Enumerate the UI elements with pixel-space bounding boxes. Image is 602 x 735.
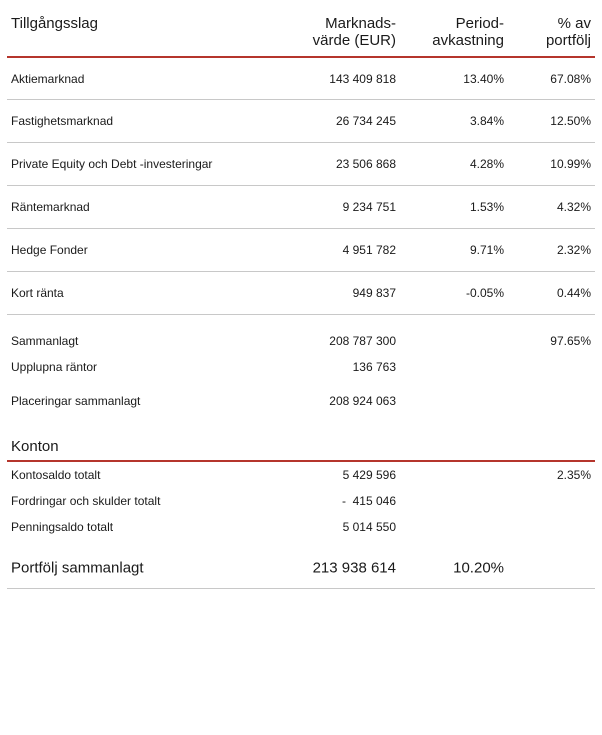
row-portfolio-share: 2.32% xyxy=(556,243,591,257)
row-market-value: 9 234 751 xyxy=(342,200,396,214)
table-row xyxy=(7,143,595,186)
table-row xyxy=(7,186,595,229)
account-row xyxy=(7,488,595,514)
row-label: Aktiemarknad xyxy=(11,71,85,86)
accounts-section-header xyxy=(7,432,595,462)
row-label: Kort ränta xyxy=(11,286,64,300)
row-period-return: 4.28% xyxy=(469,157,504,171)
portfolio-total-label: Portfölj sammanlagt xyxy=(11,559,144,577)
table-row xyxy=(7,272,595,315)
summary-total-share: 97.65% xyxy=(550,333,591,348)
row-label: Räntemarknad xyxy=(11,200,90,214)
row-label: Fastighetsmarknad xyxy=(11,114,114,128)
row-label: Hedge Fonder xyxy=(11,243,88,257)
row-period-return: 1.53% xyxy=(469,200,504,214)
placements-total-label: Placeringar sammanlagt xyxy=(11,394,141,408)
account-row xyxy=(7,514,595,540)
header-portfolio-share xyxy=(546,15,591,49)
account-label: Penningsaldo totalt xyxy=(11,520,114,534)
accrued-interest-label: Upplupna räntor xyxy=(11,360,98,374)
accrued-interest-row xyxy=(7,354,595,380)
row-market-value: 26 734 245 xyxy=(335,114,396,128)
row-period-return: 13.40% xyxy=(463,71,504,86)
portfolio-total-return: 10.20% xyxy=(453,559,504,577)
row-portfolio-share: 67.08% xyxy=(550,71,591,86)
header-market-value-line2: värde (EUR) xyxy=(312,32,396,49)
row-period-return: 9.71% xyxy=(469,243,504,257)
account-value: 5 014 550 xyxy=(342,520,396,534)
header-asset-class: Tillgångsslag xyxy=(11,15,98,32)
row-period-return: -0.05% xyxy=(465,286,504,300)
header-return-line2: avkastning xyxy=(432,32,504,49)
summary-total-row xyxy=(7,327,595,354)
account-row xyxy=(7,462,595,488)
table-row xyxy=(7,100,595,143)
row-market-value: 23 506 868 xyxy=(335,157,396,171)
row-market-value: 4 951 782 xyxy=(342,243,396,257)
account-value: 5 429 596 xyxy=(342,468,396,482)
placements-total-row xyxy=(7,388,595,414)
table-row xyxy=(7,229,595,272)
account-label: Fordringar och skulder totalt xyxy=(11,494,161,508)
portfolio-total-row xyxy=(7,548,595,589)
row-portfolio-share: 4.32% xyxy=(556,200,591,214)
account-share: 2.35% xyxy=(556,468,591,482)
row-label: Private Equity och Debt -investeringar xyxy=(11,157,213,171)
header-share-line1: % av xyxy=(557,15,591,32)
account-value: - 415 046 xyxy=(341,494,396,508)
summary-total-value: 208 787 300 xyxy=(329,333,396,348)
header-share-line2: portfölj xyxy=(545,32,591,49)
row-market-value: 143 409 818 xyxy=(329,71,396,86)
row-portfolio-share: 0.44% xyxy=(556,286,591,300)
row-period-return: 3.84% xyxy=(469,114,504,128)
placements-total-value: 208 924 063 xyxy=(329,394,396,408)
row-market-value: 949 837 xyxy=(352,286,396,300)
portfolio-table xyxy=(7,0,595,589)
header-return-line1: Period- xyxy=(455,15,504,32)
summary-total-label: Sammanlagt xyxy=(11,333,79,348)
portfolio-total-value: 213 938 614 xyxy=(312,559,396,577)
table-header xyxy=(7,0,595,58)
header-market-value-line1: Marknads- xyxy=(325,15,396,32)
row-portfolio-share: 10.99% xyxy=(550,157,591,171)
header-period-return xyxy=(432,15,504,49)
accounts-section-title: Konton xyxy=(11,438,59,455)
header-market-value xyxy=(313,15,396,49)
row-portfolio-share: 12.50% xyxy=(550,114,591,128)
accrued-interest-value: 136 763 xyxy=(352,360,396,374)
account-label: Kontosaldo totalt xyxy=(11,468,101,482)
table-row xyxy=(7,58,595,100)
